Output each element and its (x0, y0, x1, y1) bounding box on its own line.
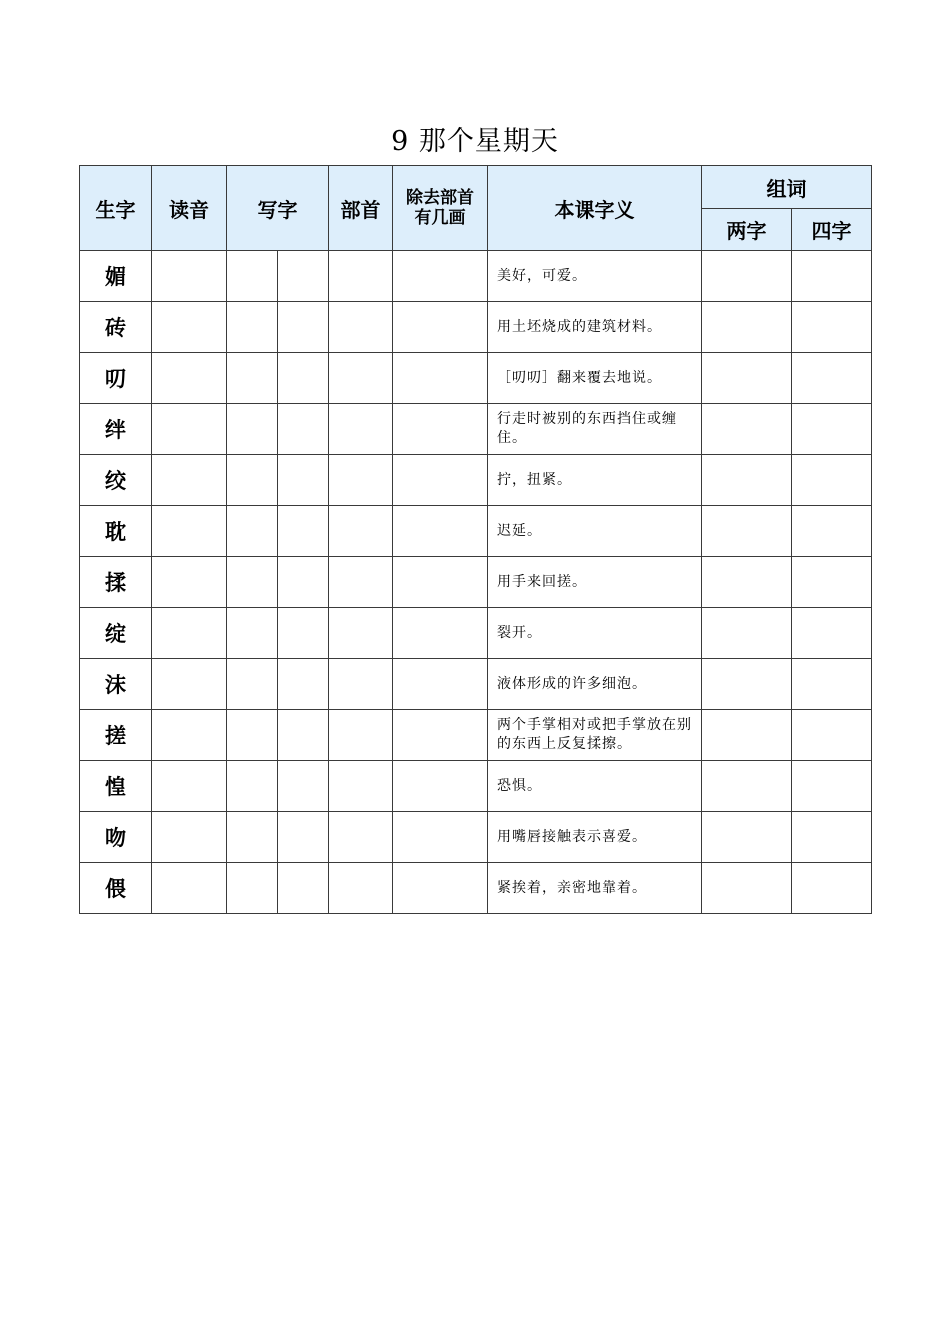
writing-cell-1[interactable] (227, 863, 278, 914)
reading-cell[interactable] (152, 761, 227, 812)
writing-cell-2[interactable] (278, 506, 329, 557)
char-cell: 绞 (80, 455, 152, 506)
four-char-word-cell[interactable] (792, 404, 872, 455)
strokes-cell[interactable] (393, 506, 488, 557)
radical-cell[interactable] (329, 761, 393, 812)
two-char-word-cell[interactable] (702, 608, 792, 659)
writing-cell-2[interactable] (278, 812, 329, 863)
header-strokes: 除去部首有几画 (393, 166, 488, 251)
char-cell: 搓 (80, 710, 152, 761)
strokes-cell[interactable] (393, 251, 488, 302)
char-cell: 砖 (80, 302, 152, 353)
four-char-word-cell[interactable] (792, 761, 872, 812)
meaning-cell: 两个手掌相对或把手掌放在别的东西上反复揉擦。 (488, 710, 702, 761)
radical-cell[interactable] (329, 404, 393, 455)
meaning-cell: 美好，可爱。 (488, 251, 702, 302)
four-char-word-cell[interactable] (792, 710, 872, 761)
radical-cell[interactable] (329, 557, 393, 608)
table-row (80, 761, 872, 812)
writing-cell-2[interactable] (278, 557, 329, 608)
two-char-word-cell[interactable] (702, 659, 792, 710)
table-row (80, 302, 872, 353)
strokes-cell[interactable] (393, 863, 488, 914)
four-char-word-cell[interactable] (792, 302, 872, 353)
reading-cell[interactable] (152, 404, 227, 455)
radical-cell[interactable] (329, 608, 393, 659)
strokes-cell[interactable] (393, 455, 488, 506)
table-row (80, 812, 872, 863)
char-cell: 绽 (80, 608, 152, 659)
meaning-cell: 液体形成的许多细泡。 (488, 659, 702, 710)
four-char-word-cell[interactable] (792, 506, 872, 557)
header-two-char: 两字 (702, 209, 792, 251)
meaning-cell: 紧挨着，亲密地靠着。 (488, 863, 702, 914)
strokes-cell[interactable] (393, 353, 488, 404)
reading-cell[interactable] (152, 506, 227, 557)
reading-cell[interactable] (152, 251, 227, 302)
writing-cell-2[interactable] (278, 353, 329, 404)
writing-cell-2[interactable] (278, 608, 329, 659)
writing-cell-1[interactable] (227, 404, 278, 455)
character-table (79, 165, 872, 914)
radical-cell[interactable] (329, 455, 393, 506)
writing-cell-2[interactable] (278, 863, 329, 914)
writing-cell-1[interactable] (227, 302, 278, 353)
writing-cell-1[interactable] (227, 506, 278, 557)
strokes-cell[interactable] (393, 608, 488, 659)
writing-cell-1[interactable] (227, 251, 278, 302)
meaning-cell: ［叨叨］翻来覆去地说。 (488, 353, 702, 404)
reading-cell[interactable] (152, 710, 227, 761)
char-cell: 绊 (80, 404, 152, 455)
meaning-cell: 拧，扭紧。 (488, 455, 702, 506)
table-row (80, 455, 872, 506)
header-four-char: 四字 (792, 209, 872, 251)
char-cell: 沫 (80, 659, 152, 710)
table-row (80, 404, 872, 455)
two-char-word-cell[interactable] (702, 761, 792, 812)
reading-cell[interactable] (152, 302, 227, 353)
header-words: 组词 (702, 166, 872, 209)
header-radical: 部首 (329, 166, 393, 251)
strokes-cell[interactable] (393, 404, 488, 455)
radical-cell[interactable] (329, 812, 393, 863)
writing-cell-1[interactable] (227, 659, 278, 710)
four-char-word-cell[interactable] (792, 863, 872, 914)
two-char-word-cell[interactable] (702, 455, 792, 506)
strokes-cell[interactable] (393, 302, 488, 353)
char-cell: 耽 (80, 506, 152, 557)
radical-cell[interactable] (329, 659, 393, 710)
meaning-cell: 用土坯烧成的建筑材料。 (488, 302, 702, 353)
four-char-word-cell[interactable] (792, 659, 872, 710)
radical-cell[interactable] (329, 251, 393, 302)
reading-cell[interactable] (152, 812, 227, 863)
two-char-word-cell[interactable] (702, 863, 792, 914)
reading-cell[interactable] (152, 455, 227, 506)
radical-cell[interactable] (329, 506, 393, 557)
two-char-word-cell[interactable] (702, 353, 792, 404)
meaning-cell: 用手来回搓。 (488, 557, 702, 608)
four-char-word-cell[interactable] (792, 812, 872, 863)
char-cell: 惶 (80, 761, 152, 812)
four-char-word-cell[interactable] (792, 455, 872, 506)
meaning-cell: 行走时被别的东西挡住或缠住。 (488, 404, 702, 455)
writing-cell-2[interactable] (278, 302, 329, 353)
two-char-word-cell[interactable] (702, 812, 792, 863)
reading-cell[interactable] (152, 557, 227, 608)
four-char-word-cell[interactable] (792, 353, 872, 404)
char-cell: 吻 (80, 812, 152, 863)
strokes-cell[interactable] (393, 557, 488, 608)
reading-cell[interactable] (152, 608, 227, 659)
writing-cell-1[interactable] (227, 761, 278, 812)
header-char: 生字 (80, 166, 152, 251)
writing-cell-1[interactable] (227, 812, 278, 863)
two-char-word-cell[interactable] (702, 710, 792, 761)
radical-cell[interactable] (329, 353, 393, 404)
meaning-cell: 用嘴唇接触表示喜爱。 (488, 812, 702, 863)
strokes-cell[interactable] (393, 710, 488, 761)
char-cell: 叨 (80, 353, 152, 404)
two-char-word-cell[interactable] (702, 251, 792, 302)
radical-cell[interactable] (329, 302, 393, 353)
writing-cell-2[interactable] (278, 251, 329, 302)
table-row (80, 506, 872, 557)
writing-cell-1[interactable] (227, 455, 278, 506)
writing-cell-2[interactable] (278, 404, 329, 455)
header-writing: 写字 (227, 166, 329, 251)
table-row (80, 557, 872, 608)
two-char-word-cell[interactable] (702, 557, 792, 608)
two-char-word-cell[interactable] (702, 506, 792, 557)
char-cell: 媚 (80, 251, 152, 302)
two-char-word-cell[interactable] (702, 302, 792, 353)
reading-cell[interactable] (152, 863, 227, 914)
strokes-cell[interactable] (393, 812, 488, 863)
table-row (80, 863, 872, 914)
writing-cell-1[interactable] (227, 710, 278, 761)
writing-cell-2[interactable] (278, 659, 329, 710)
char-cell: 揉 (80, 557, 152, 608)
char-cell: 偎 (80, 863, 152, 914)
reading-cell[interactable] (152, 353, 227, 404)
reading-cell[interactable] (152, 659, 227, 710)
meaning-cell: 恐惧。 (488, 761, 702, 812)
writing-cell-1[interactable] (227, 557, 278, 608)
four-char-word-cell[interactable] (792, 251, 872, 302)
strokes-cell[interactable] (393, 659, 488, 710)
table-row (80, 251, 872, 302)
header-meaning: 本课字义 (488, 166, 702, 251)
strokes-cell[interactable] (393, 761, 488, 812)
two-char-word-cell[interactable] (702, 404, 792, 455)
meaning-cell: 裂开。 (488, 608, 702, 659)
page-title: 9 那个星期天 (391, 126, 559, 157)
four-char-word-cell[interactable] (792, 557, 872, 608)
radical-cell[interactable] (329, 710, 393, 761)
table-row (80, 608, 872, 659)
meaning-cell: 迟延。 (488, 506, 702, 557)
writing-cell-2[interactable] (278, 761, 329, 812)
four-char-word-cell[interactable] (792, 608, 872, 659)
table-row (80, 659, 872, 710)
radical-cell[interactable] (329, 863, 393, 914)
table-row (80, 353, 872, 404)
writing-cell-2[interactable] (278, 455, 329, 506)
writing-cell-1[interactable] (227, 353, 278, 404)
writing-cell-2[interactable] (278, 710, 329, 761)
header-reading: 读音 (152, 166, 227, 251)
writing-cell-1[interactable] (227, 608, 278, 659)
table-row (80, 710, 872, 761)
